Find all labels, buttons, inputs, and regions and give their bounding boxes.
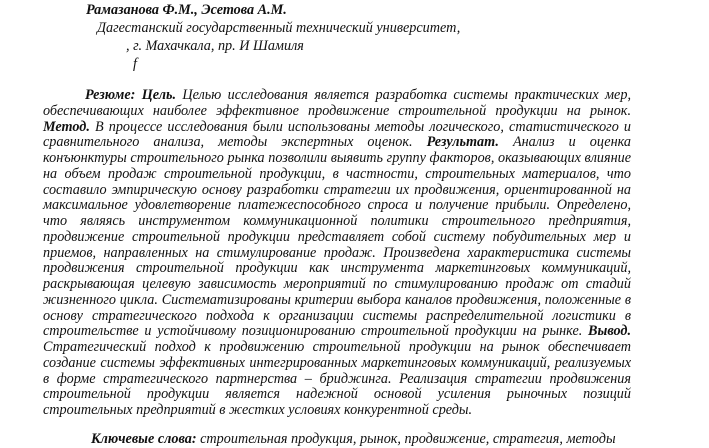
abstract-paragraph [43,88,631,419]
authors: Рамазанова Ф.М., Эсетова А.М. [86,2,287,18]
method-text: В процессе исследования были использованы методы логического, статистического и сравнительного анализа, методы экспертных оценок. [43,118,631,151]
affiliation-line-1: Дагестанский государственный технический университет, [97,20,461,36]
affiliation-line-3: f [133,56,137,72]
result-text: Анализ и оценка конъюнктуры строительного рынка позволили выявить группу факторов, оказывающих влияние на объем продаж строительной продукции, в частности, строительных материалов, что составило эмпирическую основу разработки стратегии их продвижения, ориентированной на максимальное удовлетворение платежеспособного спроса и получение прибыли. Определено, что являясь инструментом коммуникационной политики строительного предприятия, продвижение строительной продукции представляет собой систему побудительных мер и приемов, направленных на стимулирование продаж. Произведена характеристика системы продвижения строительной продукции как инструмента маркетинговых коммуникаций, раскрывающая целевую зависимость мероприятий по стимулированию продаж от стадий жизненного цикла. Систематизированы критерии выбора каналов продвижения, положенные в основу стратегического подхода к организации системы распределительной логистики в строительстве и устойчивому позиционированию строительной продукции на рынке. [43,134,631,340]
conclusion-text: Стратегический подход к продвижению строительной продукции на рынок обеспечивает создание системы эффективных интегрированных маркетинговых коммуникаций, реализуемых в форме стратегического партнерства – бриджинга. Реализация стратегии продвижения строительной продукции является надежной основой усиления рыночных позиций строительных предприятий в жестких условиях конкурентной среды. [43,339,631,418]
result-label: Результат. [426,134,499,151]
keywords-label: Ключевые слова: [91,431,197,447]
goal-text: Целью исследования является разработка системы практических мер, обеспечивающих наиболее эффективное продвижение строительной продукции на рынок. [43,87,631,119]
method-label: Метод. [43,118,90,135]
goal-label: Резюме: Цель. [85,87,177,103]
affiliation-line-2: , г. Махачкала, пр. И Шамиля [126,38,304,54]
conclusion-label: Вывод. [588,323,631,340]
keywords-text: строительная продукция, рынок, продвижение, стратегия, методы [196,431,616,447]
